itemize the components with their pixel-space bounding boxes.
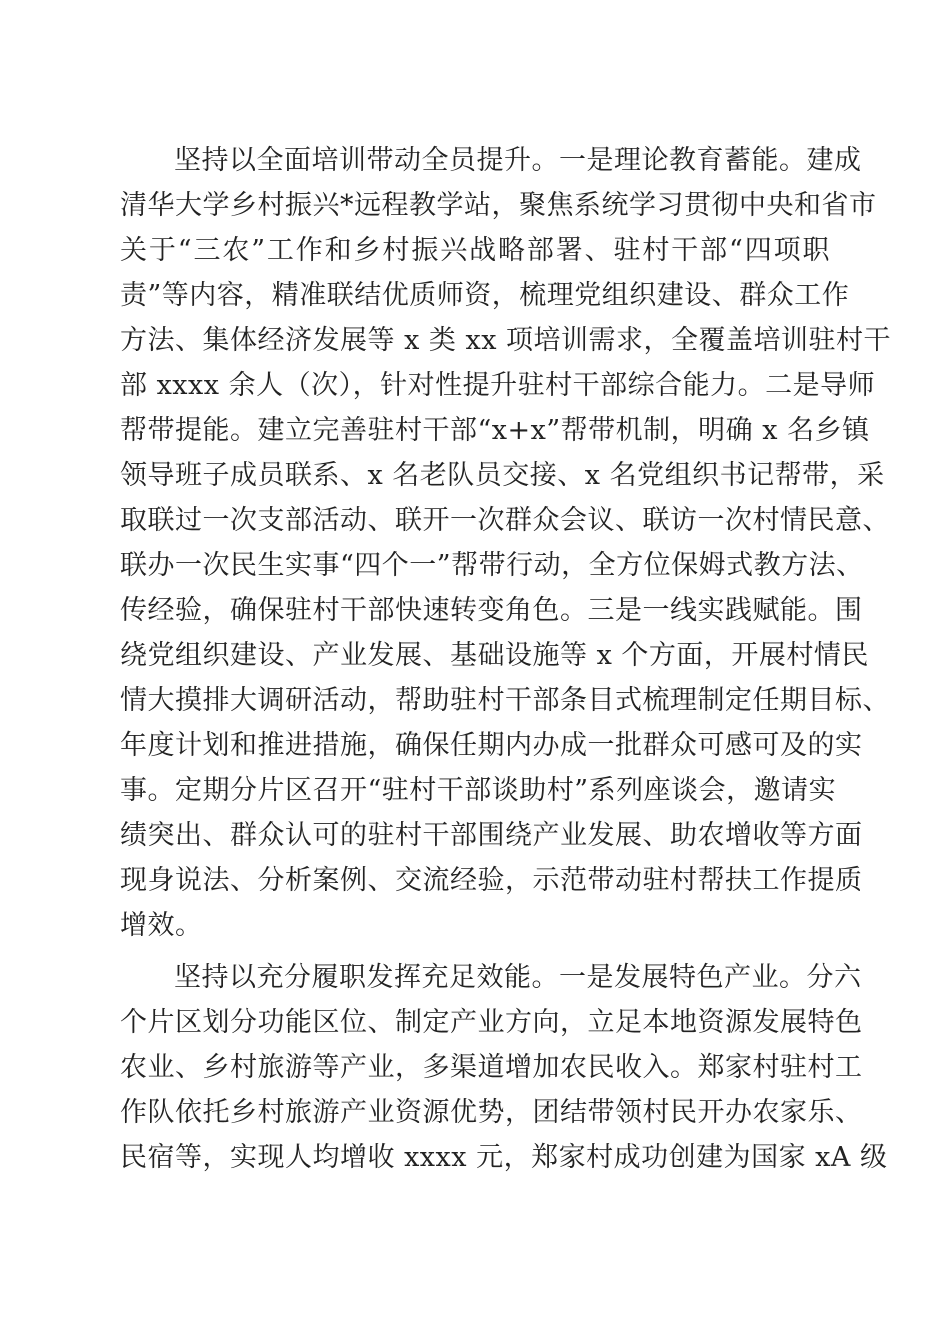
- paragraph-performance: [120, 955, 888, 1180]
- paragraph-line: 年度计划和推进措施，确保任期内办成一批群众可感可及的实: [120, 730, 863, 761]
- paragraph-spacer: [120, 948, 830, 955]
- paragraph-line: 方法、集体经济发展等 x 类 xx 项培训需求，全覆盖培训驻村干: [120, 325, 892, 356]
- paragraph-line: 事。定期分片区召开“驻村干部谈助村”系列座谈会，邀请实: [120, 775, 837, 806]
- paragraph-line: 绩突出、群众认可的驻村干部围绕产业发展、助农增收等方面: [120, 820, 863, 851]
- paragraph-line: 作队依托乡村旅游产业资源优势，团结带领村民开办农家乐、: [120, 1097, 863, 1128]
- paragraph-line: 关于“三农”工作和乡村振兴战略部署、驻村干部“四项职: [120, 235, 830, 266]
- paragraph-line: 责”等内容，精准联结优质师资，梳理党组织建设、群众工作: [120, 280, 850, 311]
- paragraph-line: 联办一次民生实事“四个一”帮带行动，全方位保姆式教方法、: [120, 550, 864, 581]
- paragraph-line-last: 增效。: [120, 910, 203, 941]
- paragraph-line: 取联过一次支部活动、联开一次群众会议、联访一次村情民意、: [120, 505, 890, 536]
- paragraph-line: 部 xxxx 余人（次），针对性提升驻村干部综合能力。二是导师: [120, 370, 876, 401]
- paragraph-line: 情大摸排大调研活动，帮助驻村干部条目式梳理制定任期目标、: [120, 685, 890, 716]
- document-body: [120, 138, 892, 1180]
- paragraph-line: 传经验，确保驻村干部快速转变角色。三是一线实践赋能。围: [120, 595, 863, 626]
- paragraph-training: [120, 138, 892, 948]
- paragraph-line: 现身说法、分析案例、交流经验，示范带动驻村帮扶工作提质: [120, 865, 863, 896]
- paragraph-line: 帮带提能。建立完善驻村干部“x+x”帮带机制，明确 x 名乡镇: [120, 415, 870, 446]
- paragraph-line: 清华大学乡村振兴*远程教学站，聚焦系统学习贯彻中央和省市: [120, 190, 877, 221]
- paragraph-line: 领导班子成员联系、x 名老队员交接、x 名党组织书记帮带，采: [120, 460, 885, 491]
- paragraph-line: 坚持以全面培训带动全员提升。一是理论教育蓄能。建成: [174, 145, 862, 176]
- paragraph-line: 个片区划分功能区位、制定产业方向，立足本地资源发展特色: [120, 1007, 863, 1038]
- paragraph-line: 绕党组织建设、产业发展、基础设施等 x 个方面，开展村情民: [120, 640, 869, 671]
- paragraph-line: 坚持以充分履职发挥充足效能。一是发展特色产业。分六: [174, 962, 862, 993]
- paragraph-line: 农业、乡村旅游等产业，多渠道增加农民收入。郑家村驻村工: [120, 1052, 863, 1083]
- paragraph-line: 民宿等，实现人均增收 xxxx 元，郑家村成功创建为国家 xA 级: [120, 1142, 888, 1173]
